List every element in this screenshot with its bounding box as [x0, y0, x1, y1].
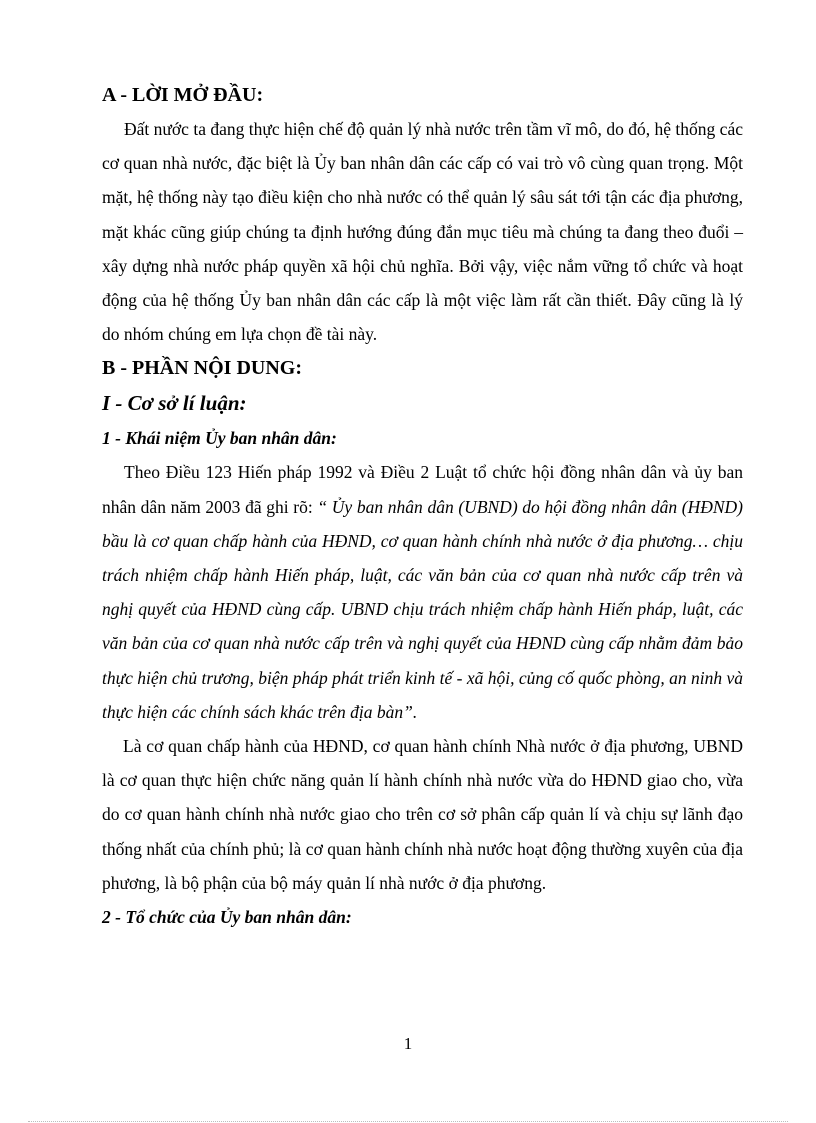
document-body — [102, 78, 743, 934]
heading-subsection-2: 2 - Tổ chức của Ủy ban nhân dân: — [102, 907, 352, 928]
definition-quote: “ Ủy ban nhân dân (UBND) do hội đồng nhân dân (HĐND) bầu là cơ quan chấp hành của HĐND, cơ quan hành chính nhà nước ở địa phương… chịu trách nhiệm chấp hành Hiến pháp, luật, các văn bản của cơ quan nhà nước cấp trên và nghị quyết của HĐND cùng cấp. UBND chịu trách nhiệm chấp hành Hiến pháp, luật, các văn bản của cơ quan nhà nước cấp trên và nghị quyết của HĐND cùng cấp nhằm đảm bảo thực hiện chủ trương, biện pháp phát triển kinh tế - xã hội, củng cố quốc phòng, an ninh và thực hiện các chính sách khác trên địa bàn”. — [102, 496, 743, 722]
heading-introduction: A - LỜI MỞ ĐẦU: — [102, 84, 264, 106]
heading-subsection-1: 1 - Khái niệm Ủy ban nhân dân: — [102, 428, 337, 449]
definition-lead: Theo Điều 123 Hiến pháp 1992 và Điều 2 Luật tổ chức hội đồng nhân dân và ủy ban nhân dân năm 2003 đã ghi rõ: — [102, 462, 743, 517]
heading-section-i: I - Cơ sở lí luận: — [102, 391, 247, 416]
heading-content: B - PHẦN NỘI DUNG: — [102, 357, 302, 380]
paragraph-introduction: Đất nước ta đang thực hiện chế độ quản lý nhà nước trên tầm vĩ mô, do đó, hệ thống các cơ quan nhà nước, đặc biệt là Ủy ban nhân dân các cấp có vai trò vô cùng quan trọng. Một mặt, hệ thống này tạo điều kiện cho nhà nước có thể quản lý sâu sát tới tận các địa phương, mặt khác cũng giúp chúng ta định hướng đúng đắn mục tiêu mà chúng ta đang theo đuổi – xây dựng nhà nước pháp quyền xã hội chủ nghĩa. Bởi vậy, việc nắm vững tổ chức và hoạt động của hệ thống Ủy ban nhân dân các cấp là một việc làm rất cần thiết. Đây cũng là lý do nhóm chúng em lựa chọn đề tài này. — [102, 119, 743, 345]
page-number: 1 — [403, 1034, 413, 1053]
page-bottom-divider — [28, 1121, 788, 1122]
paragraph-definition — [102, 455, 743, 729]
paragraph-role: Là cơ quan chấp hành của HĐND, cơ quan hành chính Nhà nước ở địa phương, UBND là cơ quan thực hiện chức năng quản lí hành chính nhà nước vừa do HĐND giao cho, vừa do cơ quan hành chính nhà nước giao cho trên cơ sở phân cấp quản lí và chịu sự lãnh đạo thống nhất của chính phủ; là cơ quan hành chính nhà nước hoạt động thường xuyên của địa phương, là bộ phận của bộ máy quản lí nhà nước ở địa phương. — [102, 736, 743, 893]
